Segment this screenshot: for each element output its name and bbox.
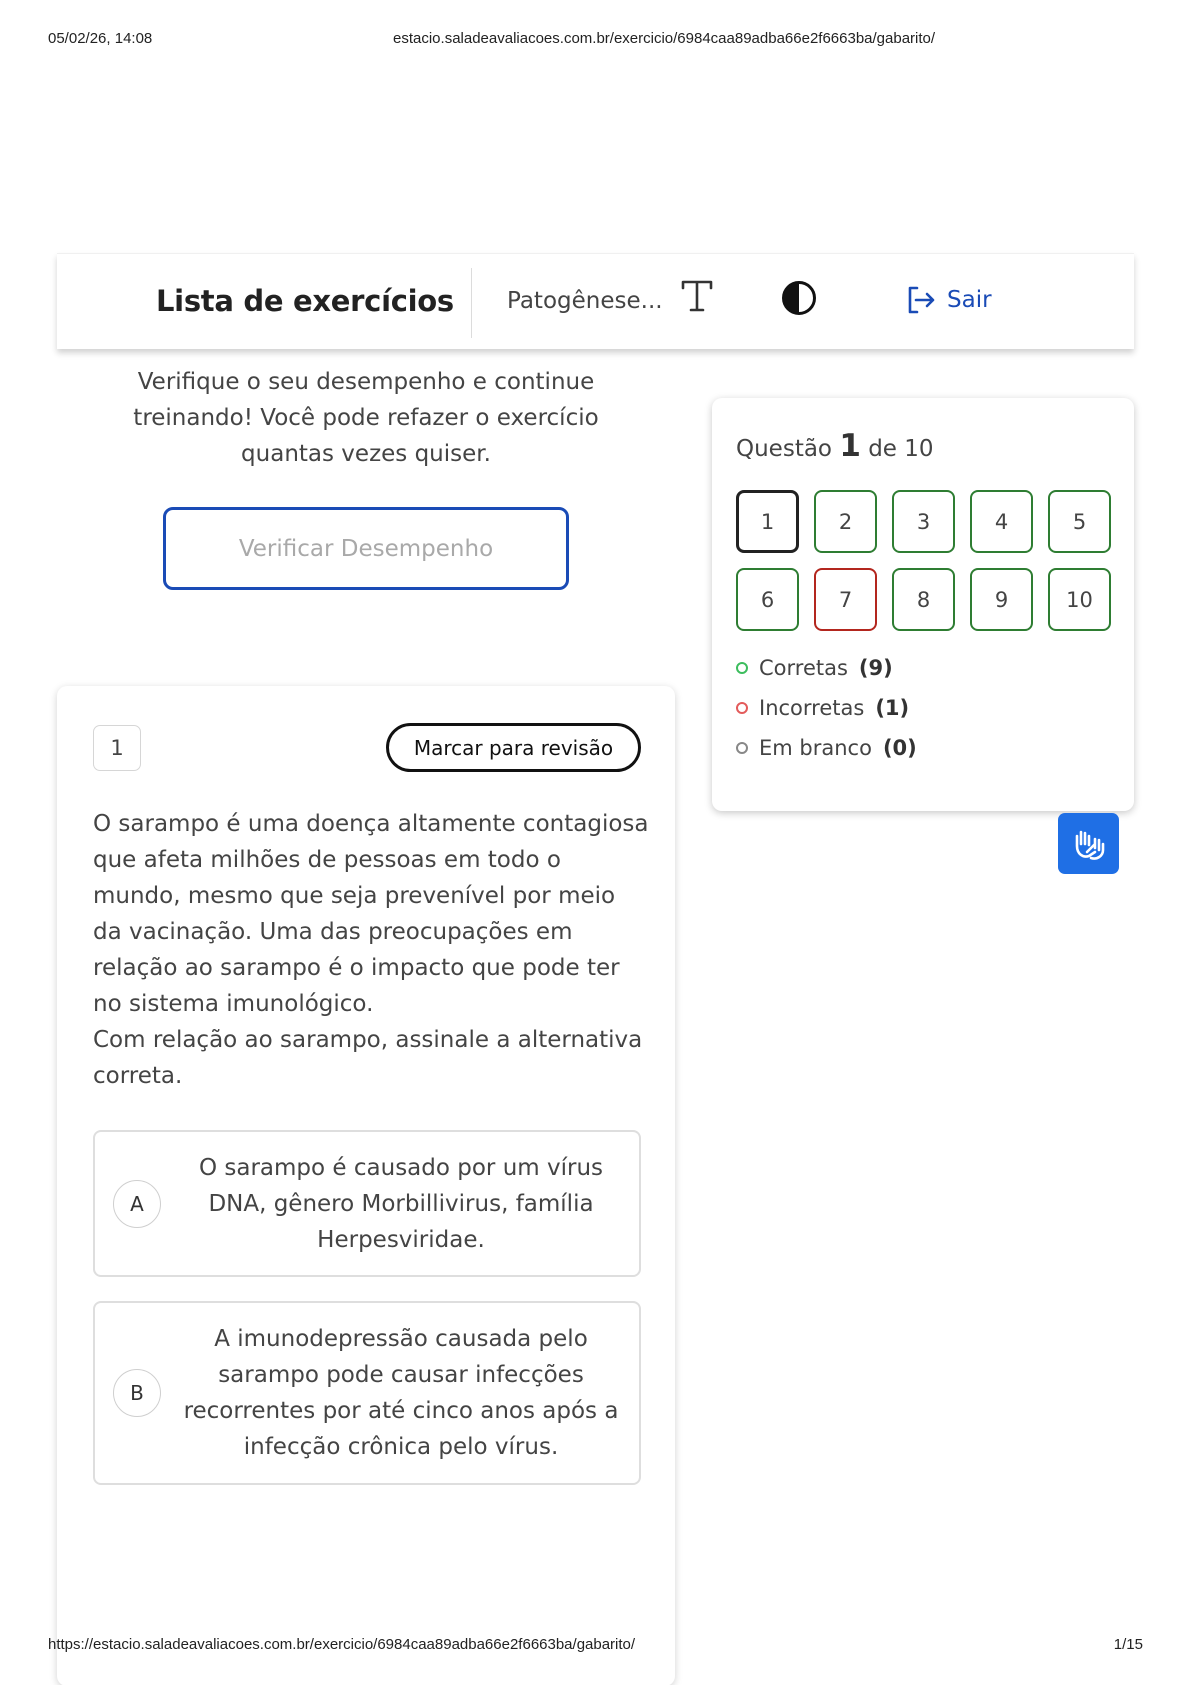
- question-button-1[interactable]: 1: [736, 490, 799, 553]
- question-button-4[interactable]: 4: [970, 490, 1033, 553]
- question-number-badge: 1: [93, 725, 141, 771]
- font-size-icon[interactable]: [680, 278, 714, 314]
- question-button-10[interactable]: 10: [1048, 568, 1111, 631]
- legend-correct-count: (9): [858, 656, 893, 680]
- legend-incorrect: [736, 688, 917, 728]
- correct-dot-icon: [736, 662, 748, 674]
- intro-message: Verifique o seu desempenho e continue treinando! Você pode refazer o exercício quantas vezes quiser.: [133, 369, 599, 467]
- option-b[interactable]: [93, 1301, 641, 1485]
- question-counter-prefix: Questão: [736, 436, 832, 462]
- question-button-7[interactable]: 7: [814, 568, 877, 631]
- statement-paragraph: O sarampo é uma doença altamente contagiosa que afeta milhões de pessoas em todo o mundo, mesmo que seja prevenível por meio da vacinação. Uma das preocupações em relação ao sarampo é o impacto que pode ter no sistema imunológico.: [93, 811, 649, 1017]
- page-indicator: 1/15: [1113, 1636, 1143, 1653]
- question-card: [57, 686, 675, 1685]
- legend-incorrect-label: Incorretas: [759, 696, 865, 720]
- verify-performance-button[interactable]: Verificar Desempenho: [163, 507, 569, 590]
- legend-blank-label: Em branco: [759, 736, 872, 760]
- question-button-8[interactable]: 8: [892, 568, 955, 631]
- top-bar: [57, 253, 1134, 349]
- question-button-2[interactable]: 2: [814, 490, 877, 553]
- mark-for-review-button[interactable]: Marcar para revisão: [386, 723, 641, 772]
- legend-blank-count: (0): [882, 736, 917, 760]
- contrast-icon[interactable]: [781, 280, 817, 316]
- option-text: A imunodepressão causada pelo sarampo pode causar infecções recorrentes por até cinco anos após a infecção crônica pelo vírus.: [183, 1326, 619, 1460]
- header-divider: [471, 268, 472, 338]
- statement-prompt: Com relação ao sarampo, assinale a alternativa correta.: [93, 1027, 643, 1089]
- legend-blank: [736, 728, 917, 768]
- question-button-6[interactable]: 6: [736, 568, 799, 631]
- question-counter: [736, 428, 934, 464]
- option-letter: A: [113, 1180, 161, 1228]
- exit-label: Sair: [947, 287, 992, 313]
- question-counter-current: 1: [839, 428, 861, 464]
- print-header-url: estacio.saladeavaliacoes.com.br/exercicio/6984caa89adba66e2f6663ba/gabarito/: [393, 30, 936, 47]
- blank-dot-icon: [736, 742, 748, 754]
- subject-title: Patogênese...: [507, 288, 663, 314]
- logout-icon: [905, 284, 937, 316]
- option-text: O sarampo é causado por um vírus DNA, gênero Morbillivirus, família Herpesviridae.: [198, 1154, 604, 1253]
- question-navigator: [712, 398, 1134, 811]
- question-counter-suffix: de 10: [868, 436, 934, 462]
- legend-correct-label: Corretas: [759, 656, 848, 680]
- page-title: Lista de exercícios: [156, 284, 454, 318]
- legend-incorrect-count: (1): [875, 696, 910, 720]
- exit-button[interactable]: [905, 280, 992, 320]
- question-statement: [93, 806, 649, 1094]
- incorrect-dot-icon: [736, 702, 748, 714]
- print-footer-url: https://estacio.saladeavaliacoes.com.br/exercicio/6984caa89adba66e2f6663ba/gabarito/: [48, 1636, 636, 1653]
- sign-language-hands-icon: [1069, 824, 1109, 864]
- print-datetime: 05/02/26, 14:08: [48, 30, 153, 47]
- sign-language-button[interactable]: [1058, 813, 1119, 874]
- legend-correct: [736, 648, 917, 688]
- results-legend: [736, 648, 917, 768]
- option-letter: B: [113, 1369, 161, 1417]
- question-grid: [736, 490, 1111, 631]
- option-a[interactable]: [93, 1130, 641, 1277]
- question-button-5[interactable]: 5: [1048, 490, 1111, 553]
- question-button-9[interactable]: 9: [970, 568, 1033, 631]
- question-button-3[interactable]: 3: [892, 490, 955, 553]
